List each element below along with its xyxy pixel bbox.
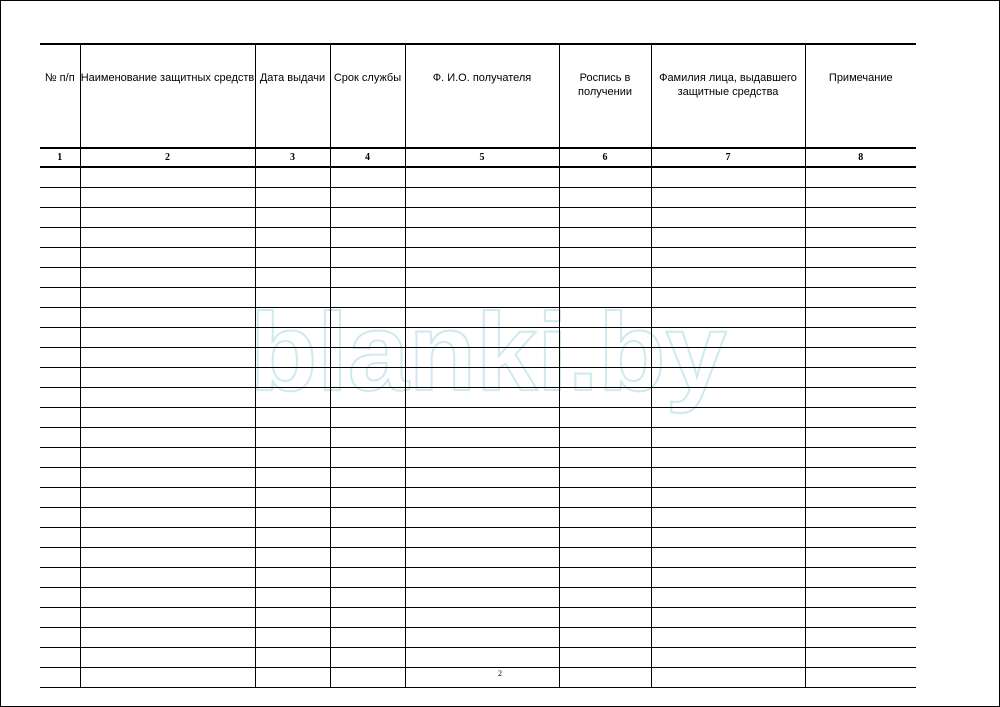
table-cell[interactable] <box>559 348 651 368</box>
table-cell[interactable] <box>330 408 405 428</box>
table-cell[interactable] <box>40 488 80 508</box>
table-cell[interactable] <box>805 648 916 668</box>
table-cell[interactable] <box>651 508 805 528</box>
table-cell[interactable] <box>405 388 559 408</box>
table-row <box>40 548 916 568</box>
table-cell[interactable] <box>559 308 651 328</box>
table-cell[interactable] <box>40 608 80 628</box>
table-cell[interactable] <box>559 408 651 428</box>
table-cell[interactable] <box>805 628 916 648</box>
table-cell[interactable] <box>40 408 80 428</box>
table-row <box>40 228 916 248</box>
table-cell[interactable] <box>330 228 405 248</box>
table-cell[interactable] <box>651 368 805 388</box>
table-cell[interactable] <box>255 228 330 248</box>
table-cell[interactable] <box>805 448 916 468</box>
table-cell[interactable] <box>255 328 330 348</box>
table-cell[interactable] <box>40 428 80 448</box>
table-row <box>40 188 916 208</box>
table-cell[interactable] <box>40 388 80 408</box>
table-cell[interactable] <box>805 167 916 188</box>
header-cell: Наименование защитных средств <box>80 44 255 148</box>
table-cell[interactable] <box>805 588 916 608</box>
table-cell[interactable] <box>805 248 916 268</box>
table-cell[interactable] <box>40 348 80 368</box>
table-cell[interactable] <box>80 248 255 268</box>
table-cell[interactable] <box>40 648 80 668</box>
table-cell[interactable] <box>330 448 405 468</box>
table-cell[interactable] <box>40 188 80 208</box>
table-cell[interactable] <box>255 288 330 308</box>
table-cell[interactable] <box>80 488 255 508</box>
column-number: 5 <box>405 148 559 167</box>
table-cell[interactable] <box>330 588 405 608</box>
table-cell[interactable] <box>559 268 651 288</box>
table-row <box>40 268 916 288</box>
table-cell[interactable] <box>405 368 559 388</box>
table-cell[interactable] <box>805 188 916 208</box>
table-cell[interactable] <box>405 588 559 608</box>
table-row <box>40 167 916 188</box>
table-cell[interactable] <box>330 568 405 588</box>
table-cell[interactable] <box>405 648 559 668</box>
table-cell[interactable] <box>651 328 805 348</box>
table-cell[interactable] <box>651 268 805 288</box>
table-cell[interactable] <box>805 388 916 408</box>
table-row <box>40 528 916 548</box>
table-cell[interactable] <box>405 508 559 528</box>
table-cell[interactable] <box>405 188 559 208</box>
table-cell[interactable] <box>255 348 330 368</box>
table-cell[interactable] <box>255 167 330 188</box>
table-row <box>40 288 916 308</box>
table-cell[interactable] <box>405 208 559 228</box>
table-cell[interactable] <box>330 268 405 288</box>
column-number: 2 <box>80 148 255 167</box>
table-cell[interactable] <box>651 167 805 188</box>
table-row <box>40 308 916 328</box>
table-row <box>40 328 916 348</box>
table-cell[interactable] <box>559 588 651 608</box>
table-cell[interactable] <box>805 428 916 448</box>
table-cell[interactable] <box>559 368 651 388</box>
table-body <box>40 167 916 688</box>
table-cell[interactable] <box>651 548 805 568</box>
table-cell[interactable] <box>40 368 80 388</box>
table-cell[interactable] <box>40 508 80 528</box>
table-cell[interactable] <box>40 248 80 268</box>
table-cell[interactable] <box>330 388 405 408</box>
table-cell[interactable] <box>805 608 916 628</box>
table-cell[interactable] <box>255 608 330 628</box>
table-cell[interactable] <box>80 588 255 608</box>
table-cell[interactable] <box>255 548 330 568</box>
table-cell[interactable] <box>330 188 405 208</box>
table-cell[interactable] <box>805 228 916 248</box>
table-row <box>40 428 916 448</box>
header-cell: Дата выдачи <box>255 44 330 148</box>
table-cell[interactable] <box>651 348 805 368</box>
table-cell[interactable] <box>405 488 559 508</box>
table-cell[interactable] <box>255 188 330 208</box>
table-cell[interactable] <box>80 468 255 488</box>
table-row <box>40 628 916 648</box>
table-cell[interactable] <box>330 328 405 348</box>
table-cell[interactable] <box>255 488 330 508</box>
table-cell[interactable] <box>330 488 405 508</box>
table-cell[interactable] <box>40 268 80 288</box>
table-cell[interactable] <box>559 188 651 208</box>
table-cell[interactable] <box>255 408 330 428</box>
table-cell[interactable] <box>559 328 651 348</box>
table-cell[interactable] <box>651 308 805 328</box>
table-cell[interactable] <box>405 448 559 468</box>
table-row <box>40 648 916 668</box>
table-cell[interactable] <box>330 208 405 228</box>
table-cell[interactable] <box>80 628 255 648</box>
watermark-text: blanki.by <box>250 291 727 414</box>
table-cell[interactable] <box>80 348 255 368</box>
table-cell[interactable] <box>255 308 330 328</box>
table-row <box>40 508 916 528</box>
table-cell[interactable] <box>651 488 805 508</box>
table-cell[interactable] <box>559 228 651 248</box>
table-cell[interactable] <box>255 448 330 468</box>
column-number: 7 <box>651 148 805 167</box>
table-cell[interactable] <box>40 328 80 348</box>
table-cell[interactable] <box>805 528 916 548</box>
table-cell[interactable] <box>255 648 330 668</box>
column-number: 8 <box>805 148 916 167</box>
table-cell[interactable] <box>80 528 255 548</box>
table-cell[interactable] <box>80 608 255 628</box>
table-cell[interactable] <box>40 468 80 488</box>
table-cell[interactable] <box>40 228 80 248</box>
table-cell[interactable] <box>40 288 80 308</box>
table-cell[interactable] <box>651 248 805 268</box>
table-cell[interactable] <box>40 548 80 568</box>
table-cell[interactable] <box>805 368 916 388</box>
table-cell[interactable] <box>330 348 405 368</box>
table-cell[interactable] <box>805 208 916 228</box>
table-cell[interactable] <box>405 328 559 348</box>
table-cell[interactable] <box>80 228 255 248</box>
table-row <box>40 608 916 628</box>
table-row <box>40 488 916 508</box>
table-row <box>40 248 916 268</box>
header-cell: Ф. И.О. получателя <box>405 44 559 148</box>
header-cell: Роспись в получении <box>559 44 651 148</box>
column-number-row <box>40 148 916 167</box>
table-cell[interactable] <box>405 288 559 308</box>
table-cell[interactable] <box>255 588 330 608</box>
table-cell[interactable] <box>330 428 405 448</box>
table-cell[interactable] <box>559 468 651 488</box>
table-cell[interactable] <box>651 608 805 628</box>
table-cell[interactable] <box>405 308 559 328</box>
table-cell[interactable] <box>805 288 916 308</box>
table-cell[interactable] <box>805 508 916 528</box>
table-cell[interactable] <box>405 548 559 568</box>
table-cell[interactable] <box>405 228 559 248</box>
table-cell[interactable] <box>405 268 559 288</box>
table-cell[interactable] <box>255 628 330 648</box>
table-cell[interactable] <box>805 468 916 488</box>
page-number: 2 <box>498 669 502 678</box>
table-cell[interactable] <box>255 388 330 408</box>
table-cell[interactable] <box>805 348 916 368</box>
table-cell[interactable] <box>330 628 405 648</box>
column-number: 3 <box>255 148 330 167</box>
table-cell[interactable] <box>405 408 559 428</box>
table-cell[interactable] <box>651 448 805 468</box>
table-cell[interactable] <box>40 568 80 588</box>
table-cell[interactable] <box>405 528 559 548</box>
table-cell[interactable] <box>330 368 405 388</box>
table-cell[interactable] <box>651 648 805 668</box>
table-cell[interactable] <box>255 248 330 268</box>
table-cell[interactable] <box>40 308 80 328</box>
table-row <box>40 568 916 588</box>
header-cell: Фамилия лица, выдавшего защитные средства <box>651 44 805 148</box>
table-cell[interactable] <box>330 528 405 548</box>
table-cell[interactable] <box>651 288 805 308</box>
table-row <box>40 448 916 468</box>
table-cell[interactable] <box>80 268 255 288</box>
table-cell[interactable] <box>559 488 651 508</box>
table-cell[interactable] <box>80 328 255 348</box>
table-cell[interactable] <box>80 288 255 308</box>
table-cell[interactable] <box>405 608 559 628</box>
table-cell[interactable] <box>559 428 651 448</box>
table-cell[interactable] <box>805 268 916 288</box>
table-cell[interactable] <box>559 548 651 568</box>
table-cell[interactable] <box>80 368 255 388</box>
table-cell[interactable] <box>255 428 330 448</box>
table-cell[interactable] <box>80 448 255 468</box>
table-cell[interactable] <box>330 288 405 308</box>
table-cell[interactable] <box>255 468 330 488</box>
table-cell[interactable] <box>805 568 916 588</box>
table-cell[interactable] <box>651 228 805 248</box>
table-cell[interactable] <box>651 408 805 428</box>
table-cell[interactable] <box>559 208 651 228</box>
table-cell[interactable] <box>40 448 80 468</box>
table-cell[interactable] <box>40 208 80 228</box>
table-cell[interactable] <box>559 648 651 668</box>
table-row <box>40 348 916 368</box>
table-cell[interactable] <box>255 568 330 588</box>
table-cell[interactable] <box>559 568 651 588</box>
table-cell[interactable] <box>80 208 255 228</box>
table-cell[interactable] <box>651 588 805 608</box>
table-cell[interactable] <box>80 388 255 408</box>
table-cell[interactable] <box>80 167 255 188</box>
table-cell[interactable] <box>330 608 405 628</box>
table-cell[interactable] <box>651 188 805 208</box>
table-cell[interactable] <box>559 248 651 268</box>
table-cell[interactable] <box>559 288 651 308</box>
table-row <box>40 408 916 428</box>
table-cell[interactable] <box>330 468 405 488</box>
table-cell[interactable] <box>330 548 405 568</box>
table-cell[interactable] <box>405 428 559 448</box>
table-cell[interactable] <box>651 568 805 588</box>
table-cell[interactable] <box>651 428 805 448</box>
table-cell[interactable] <box>255 208 330 228</box>
table-cell[interactable] <box>559 167 651 188</box>
header-cell: № п/п <box>40 44 80 148</box>
table-cell[interactable] <box>405 468 559 488</box>
table-cell[interactable] <box>405 628 559 648</box>
table-row <box>40 588 916 608</box>
table-cell[interactable] <box>330 508 405 528</box>
table-cell[interactable] <box>651 468 805 488</box>
table-cell[interactable] <box>651 628 805 648</box>
header-row <box>40 44 916 148</box>
table-cell[interactable] <box>80 408 255 428</box>
table-cell[interactable] <box>805 328 916 348</box>
table-cell[interactable] <box>255 268 330 288</box>
column-number: 6 <box>559 148 651 167</box>
table-cell[interactable] <box>40 628 80 648</box>
table-cell[interactable] <box>651 528 805 548</box>
table-row <box>40 468 916 488</box>
table-cell[interactable] <box>405 248 559 268</box>
table-cell[interactable] <box>805 548 916 568</box>
table-cell[interactable] <box>80 428 255 448</box>
table-row <box>40 388 916 408</box>
table-cell[interactable] <box>330 308 405 328</box>
table-cell[interactable] <box>405 348 559 368</box>
table-cell[interactable] <box>40 167 80 188</box>
table-cell[interactable] <box>651 208 805 228</box>
column-number: 4 <box>330 148 405 167</box>
table-cell[interactable] <box>559 528 651 548</box>
table-cell[interactable] <box>805 408 916 428</box>
table-cell[interactable] <box>559 608 651 628</box>
table-cell[interactable] <box>80 508 255 528</box>
table-cell[interactable] <box>405 568 559 588</box>
table-cell[interactable] <box>255 368 330 388</box>
table-cell[interactable] <box>559 628 651 648</box>
table-cell[interactable] <box>255 528 330 548</box>
table-row <box>40 208 916 228</box>
table-row <box>40 368 916 388</box>
table-cell[interactable] <box>559 508 651 528</box>
table-cell[interactable] <box>80 568 255 588</box>
table-cell[interactable] <box>805 308 916 328</box>
table-cell[interactable] <box>330 648 405 668</box>
header-cell: Примечание <box>805 44 916 148</box>
header-cell: Срок службы <box>330 44 405 148</box>
table-cell[interactable] <box>80 308 255 328</box>
table-cell[interactable] <box>805 488 916 508</box>
table-cell[interactable] <box>330 167 405 188</box>
table-cell[interactable] <box>559 388 651 408</box>
issuance-log-table <box>40 43 916 688</box>
table-cell[interactable] <box>330 248 405 268</box>
table-cell[interactable] <box>559 448 651 468</box>
table-cell[interactable] <box>255 508 330 528</box>
table-cell[interactable] <box>40 528 80 548</box>
table-cell[interactable] <box>80 648 255 668</box>
table-cell[interactable] <box>80 188 255 208</box>
table-cell[interactable] <box>651 388 805 408</box>
table-cell[interactable] <box>405 167 559 188</box>
table-cell[interactable] <box>40 588 80 608</box>
column-number: 1 <box>40 148 80 167</box>
table-cell[interactable] <box>80 548 255 568</box>
